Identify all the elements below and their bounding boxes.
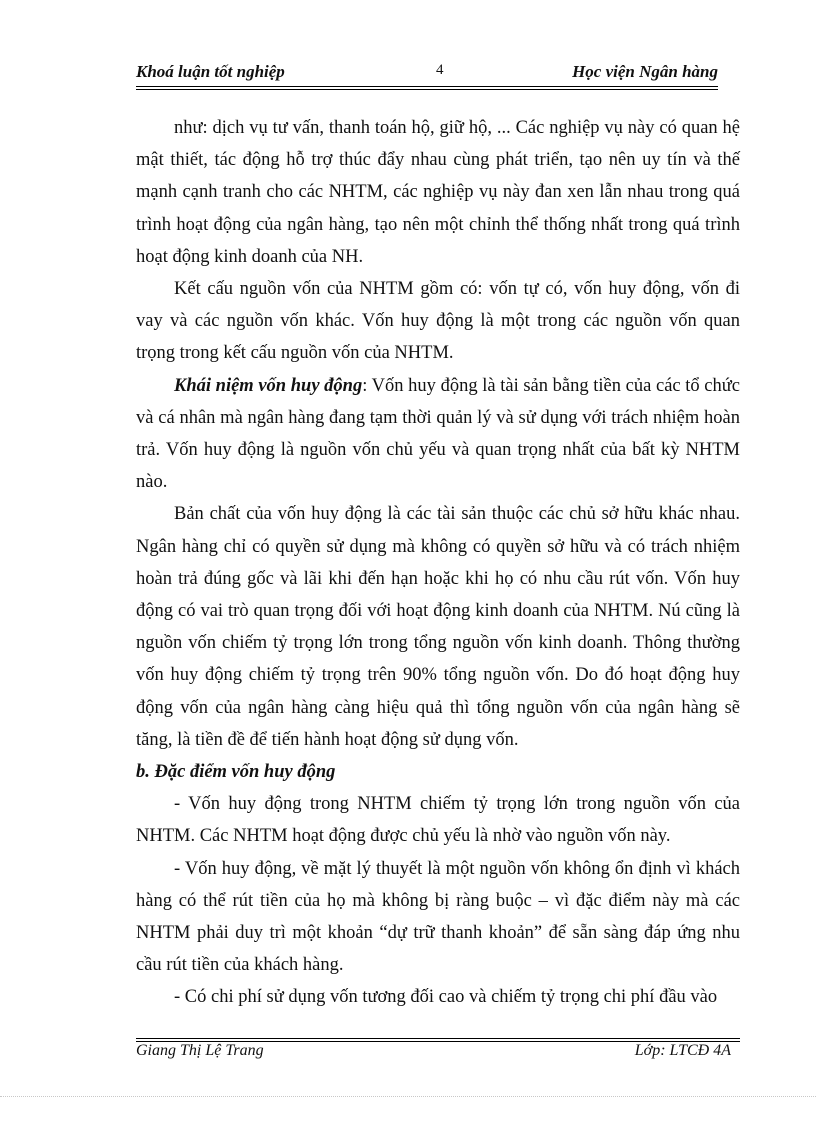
definition-text: : Vốn huy động là tài sản bằng tiền của các tổ chức và cá nhân mà ngân hàng đang tạm thời quản lý và sử dụng với trách nhiệm hoàn trả. Vốn huy động là nguồn vốn chủ yếu và quan trọng nhất của bất kỳ NHTM nào. <box>136 375 740 493</box>
paragraph-1: như: dịch vụ tư vấn, thanh toán hộ, giữ hộ, ... Các nghiệp vụ này có quan hệ mật thiết, tác động hỗ trợ thúc đẩy nhau cùng phát triển, tạo nên uy tín và thế mạnh cạnh tranh cho các NHTM, các nghiệp vụ này đan xen lẫn nhau trong quá trình hoạt động của ngân hàng, tạo nên một chỉnh thể thống nhất trong quá trình hoạt động kinh doanh của NH. <box>136 118 740 267</box>
paragraph-3 <box>136 370 740 499</box>
paragraph-7: - Có chi phí sử dụng vốn tương đối cao và chiếm tỷ trọng chi phí đầu vào <box>174 987 718 1008</box>
section-heading-b: b. Đặc điểm vốn huy động <box>136 762 336 783</box>
document-body <box>136 112 740 1014</box>
footer-rule <box>136 1038 740 1042</box>
header-thesis-title: Khoá luận tốt nghiệp <box>136 62 285 81</box>
term-definition: Khái niệm vốn huy động <box>174 375 363 396</box>
paragraph-6: - Vốn huy động, về mặt lý thuyết là một nguồn vốn không ổn định vì khách hàng có thể rút tiền của họ mà không bị ràng buộc – vì đặc điểm này mà các NHTM phải duy trì một khoản “dự trữ thanh khoản” để sẵn sàng đáp ứng nhu cầu rút tiền của khách hàng. <box>136 858 740 976</box>
header-institution: Học viện Ngân hàng <box>572 62 718 81</box>
paragraph-4: Bản chất của vốn huy động là các tài sản thuộc các chủ sở hữu khác nhau. Ngân hàng chỉ có quyền sử dụng mà không có quyền sở hữu và có trách nhiệm hoàn trả đúng gốc và lãi khi đến hạn hoặc khi họ có nhu cầu rút vốn. Vốn huy động có vai trò quan trọng đối với hoạt động kinh doanh của NHTM. Nú cũng là nguồn vốn chiếm tỷ trọng lớn trong tổng nguồn vốn kinh doanh. Thông thường vốn huy động chiếm tỷ trọng trên 90% tổng nguồn vốn. Do đó hoạt động huy động vốn của ngân hàng càng hiệu quả thì tổng nguồn vốn của ngân hàng sẽ tăng, là tiền đề để tiến hành hoạt động sử dụng vốn. <box>136 504 740 750</box>
page-boundary <box>0 1096 816 1097</box>
paragraph-2: Kết cấu nguồn vốn của NHTM gồm có: vốn tự có, vốn huy động, vốn đi vay và các nguồn vốn khác. Vốn huy động là một trong các nguồn vốn quan trọng trong kết cấu nguồn vốn của NHTM. <box>136 279 740 364</box>
page-header <box>136 62 718 84</box>
footer-class: Lớp: LTCĐ 4A <box>634 1042 731 1059</box>
paragraph-5: - Vốn huy động trong NHTM chiếm tỷ trọng lớn trong nguồn vốn của NHTM. Các NHTM hoạt động được chủ yếu là nhờ vào nguồn vốn này. <box>136 794 740 847</box>
footer-author: Giang Thị Lệ Trang <box>136 1042 264 1059</box>
page-number: 4 <box>436 62 444 78</box>
page-footer <box>136 1042 731 1064</box>
header-rule <box>136 86 718 90</box>
